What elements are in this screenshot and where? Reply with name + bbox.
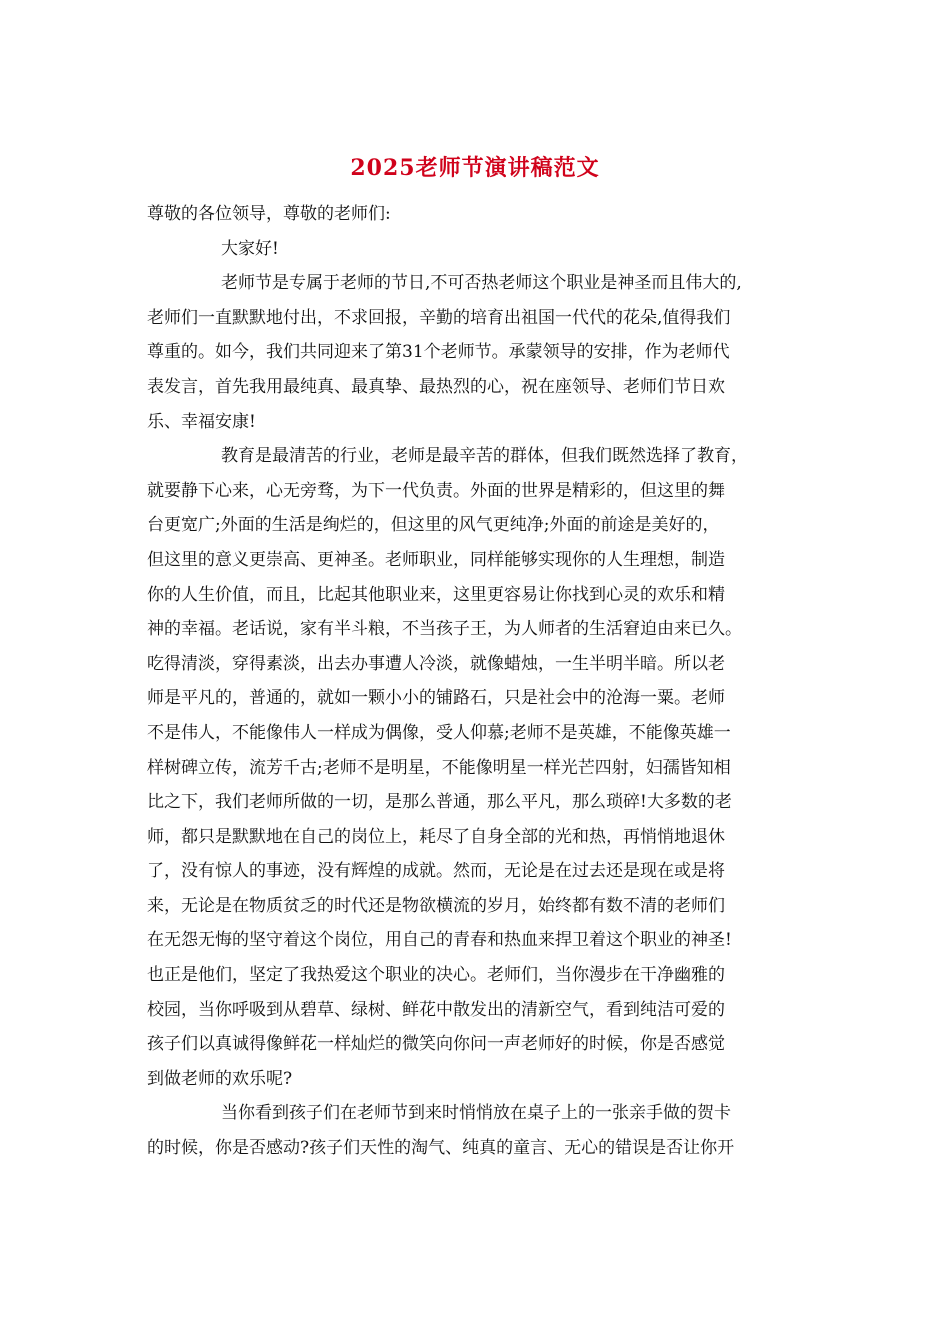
text-line: 了，没有惊人的事迹，没有辉煌的成就。然而，无论是在过去还是现在或是将 [147,861,725,882]
text-line: 不是伟人，不能像伟人一样成为偶像，受人仰慕;老师不是英雄，不能像英雄一 [147,722,731,743]
text-line: 表发言，首先我用最纯真、最真挚、最热烈的心，祝在座领导、老师们节日欢 [147,376,725,397]
text-line: 老师节是专属于老师的节日,不可否热老师这个职业是神圣而且伟大的, [221,273,742,294]
document-title: 2025老师节演讲稿范文 [350,155,600,181]
text-line: 台更宽广;外面的生活是绚烂的，但这里的风气更纯净;外面的前途是美好的， [147,515,720,536]
text-line: 孩子们以真诚得像鲜花一样灿烂的微笑向你问一声老师好的时候，你是否感觉 [147,1034,725,1055]
text-line: 尊重的。如今，我们共同迎来了第31个老师节。承蒙领导的安排，作为老师代 [147,342,730,363]
text-line: 但这里的意义更崇高、更神圣。老师职业，同样能够实现你的人生理想，制造 [147,549,725,570]
text-line: 师是平凡的，普通的，就如一颗小小的铺路石，只是社会中的沧海一粟。老师 [147,688,725,709]
text-line: 师，都只是默默地在自己的岗位上，耗尽了自身全部的光和热，再悄悄地退休 [147,826,725,847]
text-line: 的时候，你是否感动?孩子们天性的淘气、纯真的童言、无心的错误是否让你开 [147,1138,735,1159]
text-line: 尊敬的各位领导，尊敬的老师们: [147,204,391,224]
document-body [147,197,812,1166]
text-line: 校园，当你呼吸到从碧草、绿树、鲜花中散发出的清新空气，看到纯洁可爱的 [147,999,725,1020]
text-line: 教育是最清苦的行业，老师是最辛苦的群体，但我们既然选择了教育， [221,446,748,467]
text-line: 神的幸福。老话说，家有半斗粮，不当孩子王，为人师者的生活窘迫由来已久。 [147,619,742,640]
text-line: 当你看到孩子们在老师节到来时悄悄放在桌子上的一张亲手做的贺卡 [221,1103,731,1124]
text-line: 老师们一直默默地付出，不求回报，辛勤的培育出祖国一代代的花朵,值得我们 [147,307,731,328]
text-line: 比之下，我们老师所做的一切，是那么普通，那么平凡，那么琐碎!大多数的老 [147,792,732,813]
text-line: 你的人生价值，而且，比起其他职业来，这里更容易让你找到心灵的欢乐和精 [147,584,725,605]
text-line: 也正是他们，坚定了我热爱这个职业的决心。老师们，当你漫步在干净幽雅的 [147,965,725,986]
text-line: 吃得清淡，穿得素淡，出去办事遭人冷淡，就像蜡烛，一生半明半暗。所以老 [147,653,725,674]
text-line: 就要静下心来，心无旁骛，为下一代负责。外面的世界是精彩的，但这里的舞 [147,480,725,501]
text-line: 到做老师的欢乐呢? [147,1068,293,1089]
text-line: 样树碑立传，流芳千古;老师不是明星，不能像明星一样光芒四射，妇孺皆知相 [147,757,731,778]
text-line: 在无怨无悔的坚守着这个岗位，用自己的青春和热血来捍卫着这个职业的神圣! [147,930,732,951]
text-line: 大家好! [221,238,279,259]
text-line: 来，无论是在物质贫乏的时代还是物欲横流的岁月，始终都有数不清的老师们 [147,895,725,916]
text-line: 乐、幸福安康! [147,411,256,432]
